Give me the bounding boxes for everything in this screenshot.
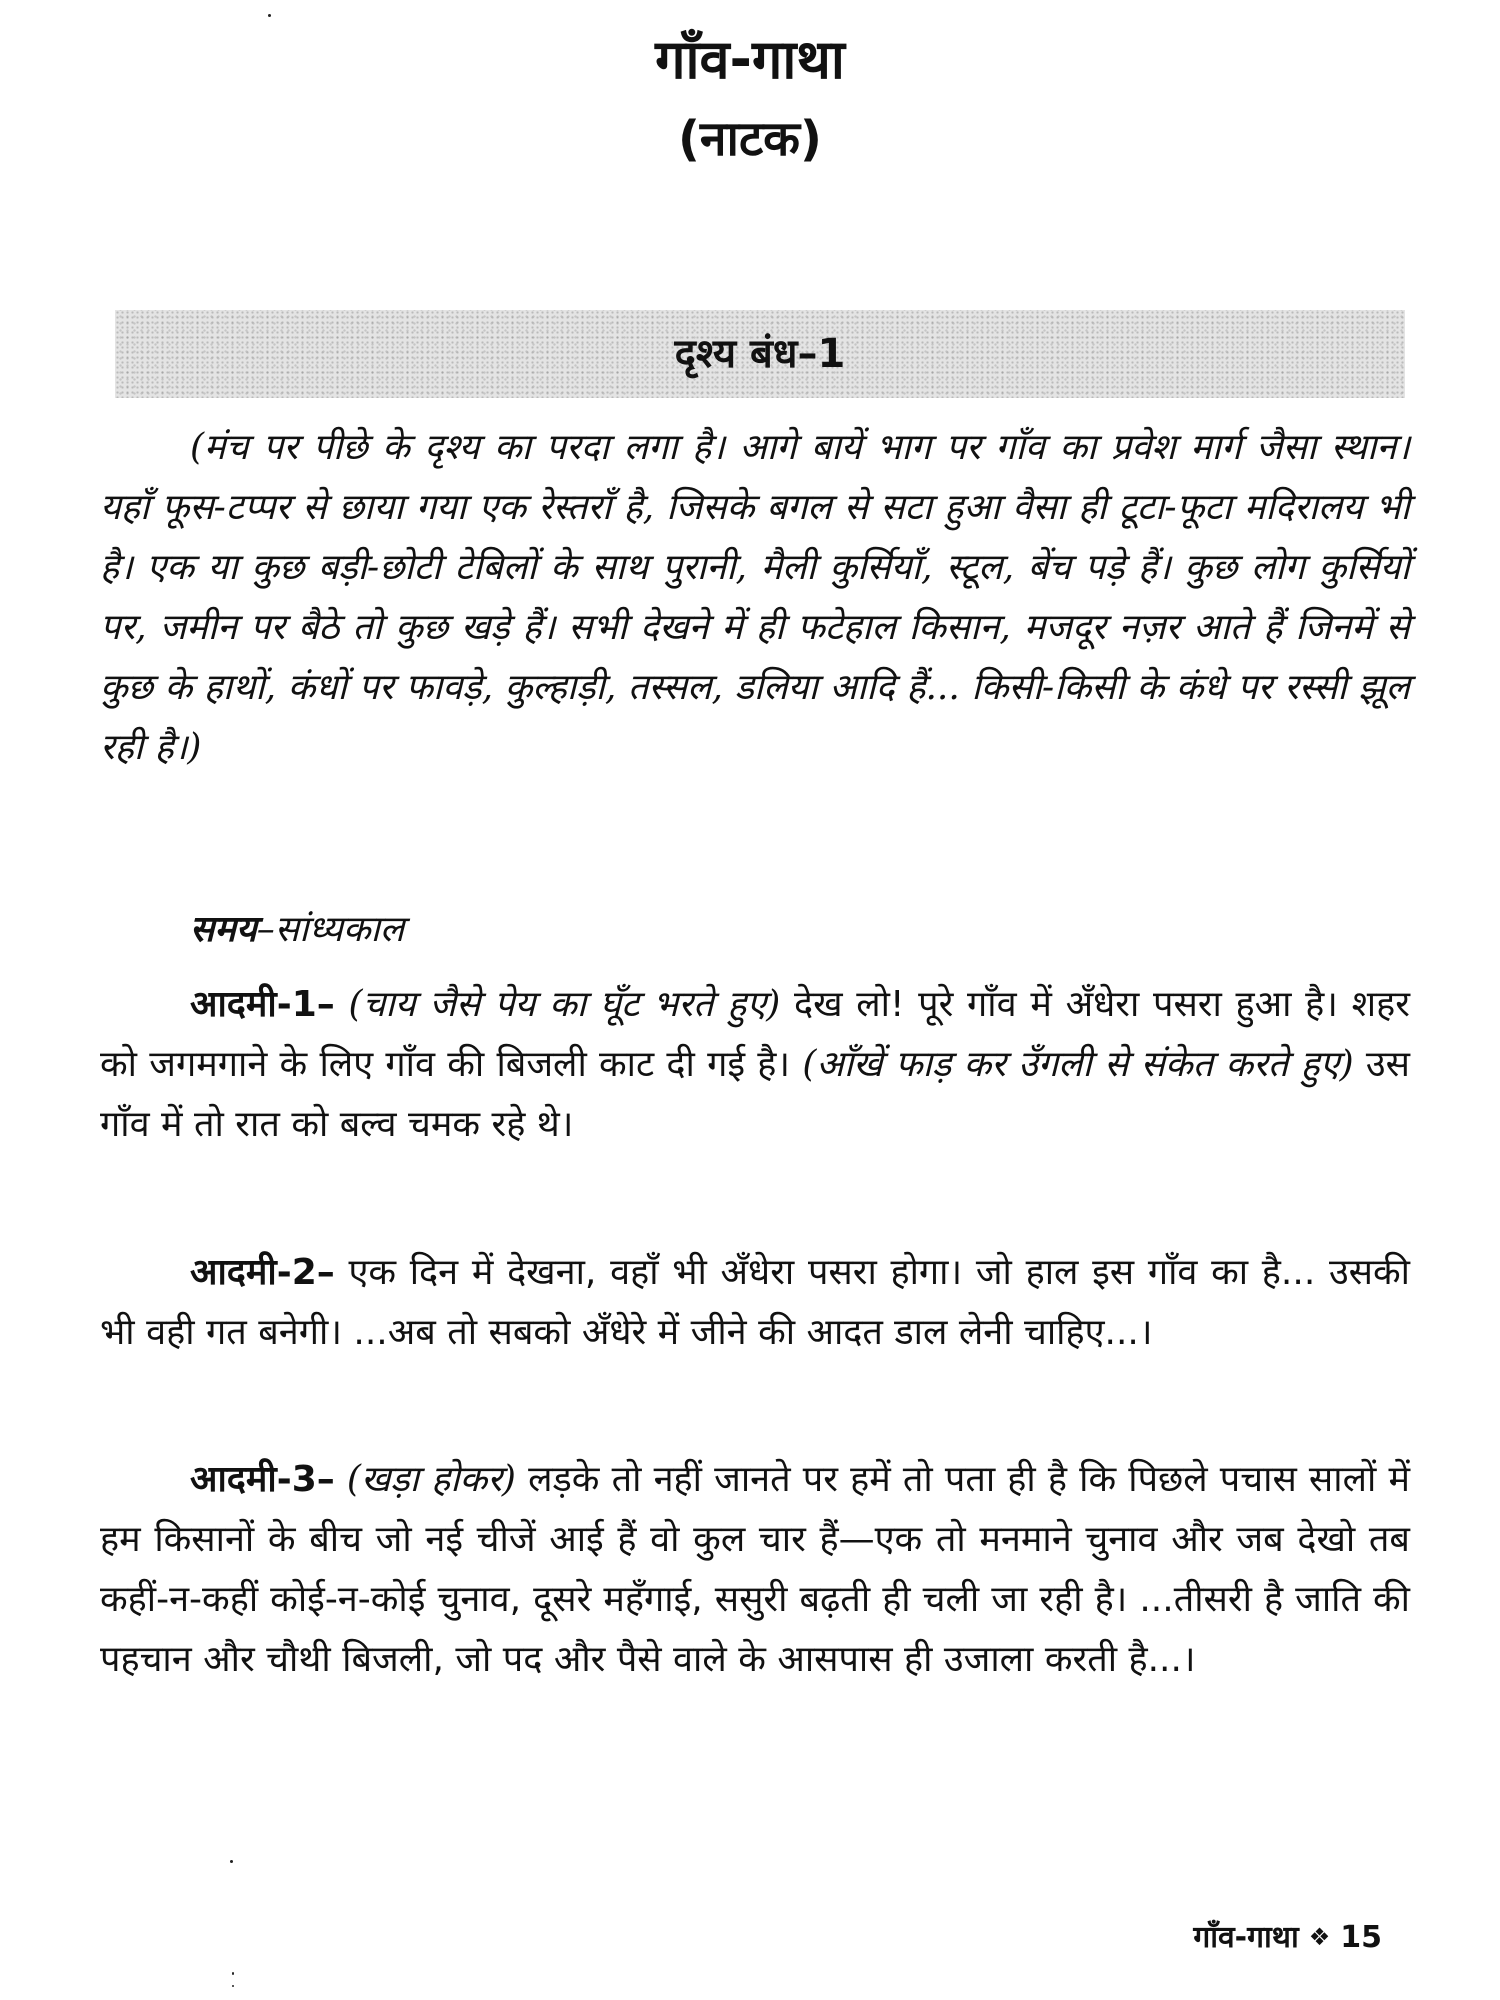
page-number: 15 [1340, 1920, 1382, 1955]
dialogue-1 [100, 975, 1410, 1155]
speech-1b: उस गाँव में तो रात को बल्व चमक रहे थे। [100, 1044, 1410, 1145]
direction-1: (चाय जैसे पेय का घूँट भरते हुए) [348, 984, 781, 1025]
scan-speck [232, 1972, 234, 1975]
play-title: गाँव-गाथा [655, 28, 845, 91]
dialogue-2 [100, 1243, 1410, 1363]
speaker-3: आदमी-3– [190, 1459, 335, 1500]
scene-heading: दृश्य बंध–1 [674, 331, 846, 377]
direction-1b: (आँखें फाड़ कर उँगली से संकेत करते हुए) [802, 1044, 1354, 1085]
page-footer [1193, 1918, 1382, 1959]
time-value: –सांध्यकाल [256, 909, 405, 950]
time-label: समय [190, 909, 257, 950]
time-line [100, 900, 1410, 960]
speech-3: लड़के तो नहीं जानते पर हमें तो पता ही है कि पिछले पचास सालों में हम किसानों के बीच जो नई चीजें आई हैं वो कुल चार हैं—एक तो मनमाने चुनाव और जब देखो तब कहीं-न-कहीं कोई-न-कोई चुनाव, दूसरे महँगाई, ससुरी बढ़ती ही चली जा रही है। ...तीसरी है जाति की पहचान और चौथी बिजली, जो पद और पैसे वाले के आसपास ही उजाला करती है...। [100, 1459, 1410, 1680]
speaker-2: आदमी-2– [190, 1252, 335, 1293]
play-genre: (नाटक) [677, 111, 822, 167]
separator-icon: ❖ [1308, 1923, 1331, 1951]
scan-speck [230, 1860, 233, 1863]
stage-direction: (मंच पर पीछे के दृश्य का परदा लगा है। आगे बायें भाग पर गाँव का प्रवेश मार्ग जैसा स्थान। यहाँ फूस-टप्पर से छाया गया एक रेस्तराँ है, जिसके बगल से सटा हुआ वैसा ही टूटा-फूटा मदिरालय भी है। एक या कुछ बड़ी-छोटी टेबिलों के साथ पुरानी, मैली कुर्सियाँ, स्टूल, बेंच पड़े हैं। कुछ लोग कुर्सियों पर, जमीन पर बैठे तो कुछ खड़े हैं। सभी देखने में ही फटेहाल किसान, मजदूर नज़र आते हैं जिनमें से कुछ के हाथों, कंधों पर फावड़े, कुल्हाड़ी, तस्सल, डलिया आदि हैं... किसी-किसी के कंधे पर रस्सी झूल रही है।) [100, 427, 1410, 768]
speech-1: देख लो! पूरे गाँव में अँधेरा पसरा हुआ है। शहर को जगमगाने के लिए गाँव की बिजली काट दी गई है। [100, 984, 1410, 1085]
speech-2: एक दिन में देखना, वहाँ भी अँधेरा पसरा होगा। जो हाल इस गाँव का है... उसकी भी वही गत बनेगी। ...अब तो सबको अँधेरे में जीने की आदत डाल लेनी चाहिए...। [100, 1252, 1410, 1353]
scan-speck [268, 14, 271, 17]
scan-speck [232, 1985, 234, 1987]
running-title: गाँव-गाथा [1193, 1920, 1299, 1955]
speaker-1: आदमी-1– [190, 984, 335, 1025]
dialogue-3 [100, 1450, 1410, 1690]
direction-3: (खड़ा होकर) [346, 1459, 516, 1500]
